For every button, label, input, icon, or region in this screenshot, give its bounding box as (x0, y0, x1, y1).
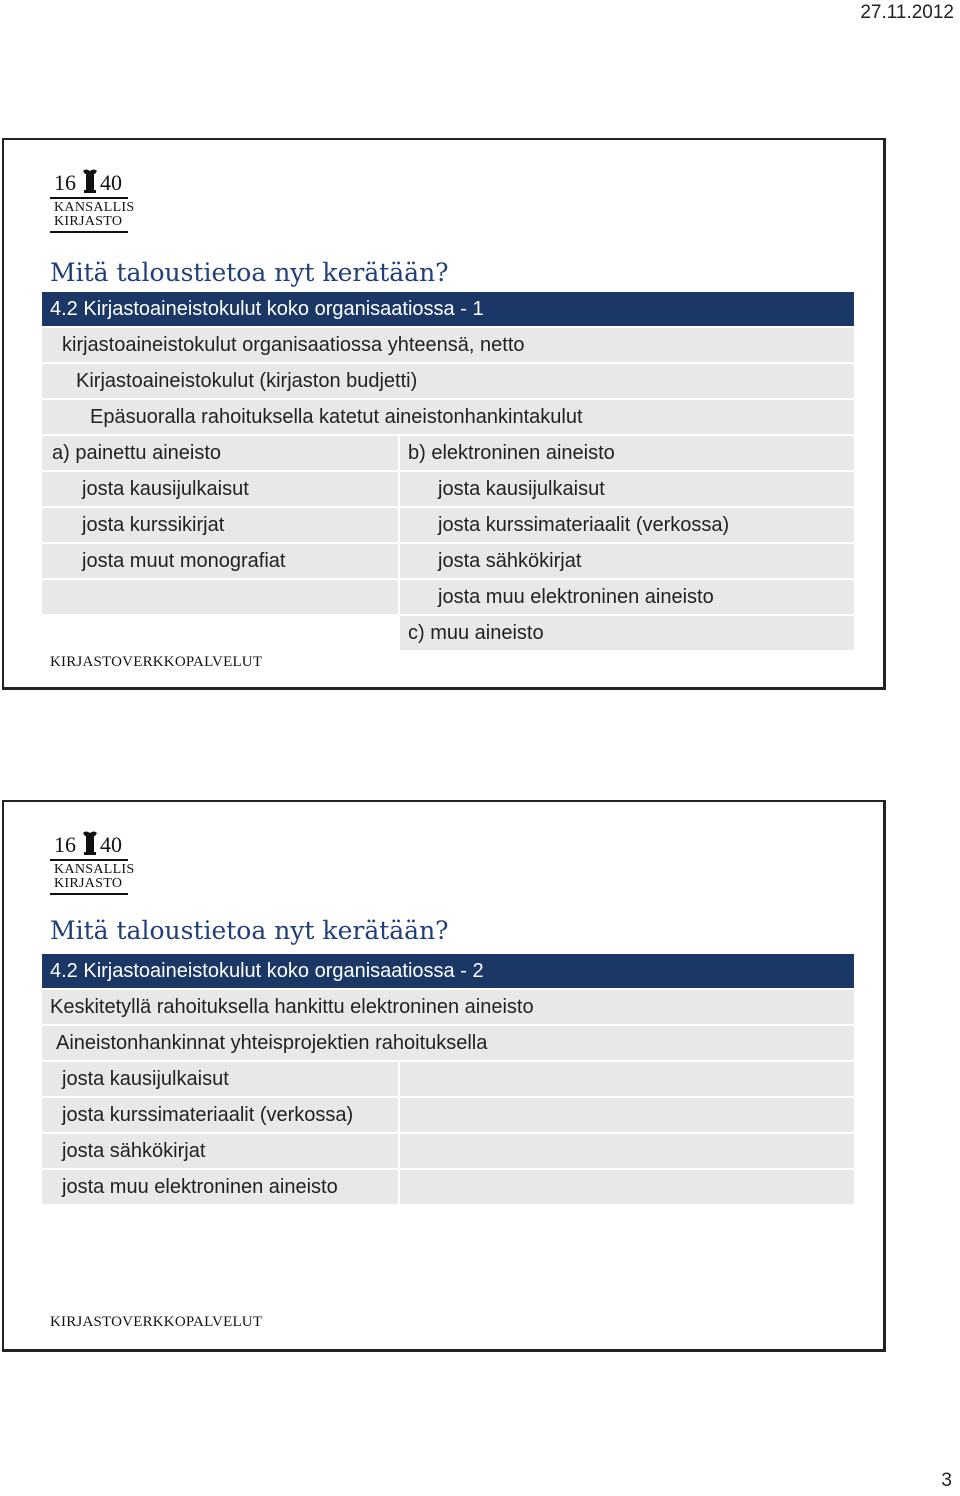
table-row (42, 580, 854, 614)
table-row (42, 400, 854, 434)
table-row (42, 1134, 854, 1168)
row-label: Aineistonhankinnat yhteisprojektien rahoituksella (56, 1032, 488, 1054)
table-header-label: 4.2 Kirjastoaineistokulut koko organisaatiossa - 2 (50, 960, 484, 982)
cell-left (42, 616, 398, 650)
table-row (42, 436, 854, 470)
cell-left: josta kurssimateriaalit (verkossa) (42, 1098, 398, 1132)
table-header-label: 4.2 Kirjastoaineistokulut koko organisaatiossa - 1 (50, 298, 484, 320)
cell-right (400, 1134, 854, 1168)
table-header (42, 954, 854, 988)
column-icon (82, 830, 98, 856)
table-row (42, 364, 854, 398)
logo-line-2: KIRJASTO (54, 214, 123, 229)
cell-left: josta sähkökirjat (42, 1134, 398, 1168)
logo-year-left: 16 (54, 832, 76, 857)
slide-title: Mitä taloustietoa nyt kerätään? (50, 258, 449, 287)
cell-right: josta muu elektroninen aineisto (400, 580, 854, 614)
cell-right: c) muu aineisto (400, 616, 854, 650)
table-row (42, 990, 854, 1024)
logo-line-2: KIRJASTO (54, 876, 123, 891)
cell-right: josta kurssimateriaalit (verkossa) (400, 508, 854, 542)
cost-table (42, 954, 854, 1206)
logo-rule (50, 859, 128, 861)
column-icon (82, 168, 98, 194)
table-row (42, 1098, 854, 1132)
cell-left: josta kausijulkaisut (42, 1062, 398, 1096)
slide-title: Mitä taloustietoa nyt kerätään? (50, 916, 449, 945)
cell-right (400, 1098, 854, 1132)
slide-footer: KIRJASTOVERKKOPALVELUT (50, 1314, 263, 1330)
page-date: 27.11.2012 (860, 2, 954, 23)
table-header (42, 292, 854, 326)
cell-right (400, 1062, 854, 1096)
table-row (42, 472, 854, 506)
table-row (42, 1170, 854, 1204)
page-number: 3 (941, 1470, 952, 1491)
logo-rule (50, 197, 128, 199)
logo-line-1: KANSALLIS (54, 862, 135, 877)
logo-rule (50, 231, 128, 233)
cell-left: a) painettu aineisto (42, 436, 398, 470)
kansalliskirjasto-logo (50, 828, 135, 896)
cost-table (42, 292, 854, 652)
row-label: kirjastoaineistokulut organisaatiossa yhteensä, netto (62, 334, 525, 356)
cell-right: josta kausijulkaisut (400, 472, 854, 506)
slide-1 (2, 138, 886, 690)
logo-year-right: 40 (100, 170, 122, 195)
row-label: Keskitetyllä rahoituksella hankittu elektroninen aineisto (50, 996, 534, 1018)
cell-right: b) elektroninen aineisto (400, 436, 854, 470)
cell-left: josta kurssikirjat (42, 508, 398, 542)
cell-left: josta muu elektroninen aineisto (42, 1170, 398, 1204)
table-row (42, 328, 854, 362)
row-label: Kirjastoaineistokulut (kirjaston budjetti) (76, 370, 418, 392)
table-row (42, 544, 854, 578)
logo-year-left: 16 (54, 170, 76, 195)
kansalliskirjasto-logo (50, 166, 135, 234)
table-row (42, 1062, 854, 1096)
table-row (42, 616, 854, 650)
table-row (42, 1026, 854, 1060)
cell-left: josta kausijulkaisut (42, 472, 398, 506)
logo-rule (50, 893, 128, 895)
cell-right: josta sähkökirjat (400, 544, 854, 578)
slide-2 (2, 800, 886, 1352)
logo-year-right: 40 (100, 832, 122, 857)
logo-line-1: KANSALLIS (54, 200, 135, 215)
slide-footer: KIRJASTOVERKKOPALVELUT (50, 654, 263, 670)
cell-left (42, 580, 398, 614)
table-row (42, 508, 854, 542)
cell-left: josta muut monografiat (42, 544, 398, 578)
row-label: Epäsuoralla rahoituksella katetut aineistonhankintakulut (90, 406, 583, 428)
cell-right (400, 1170, 854, 1204)
